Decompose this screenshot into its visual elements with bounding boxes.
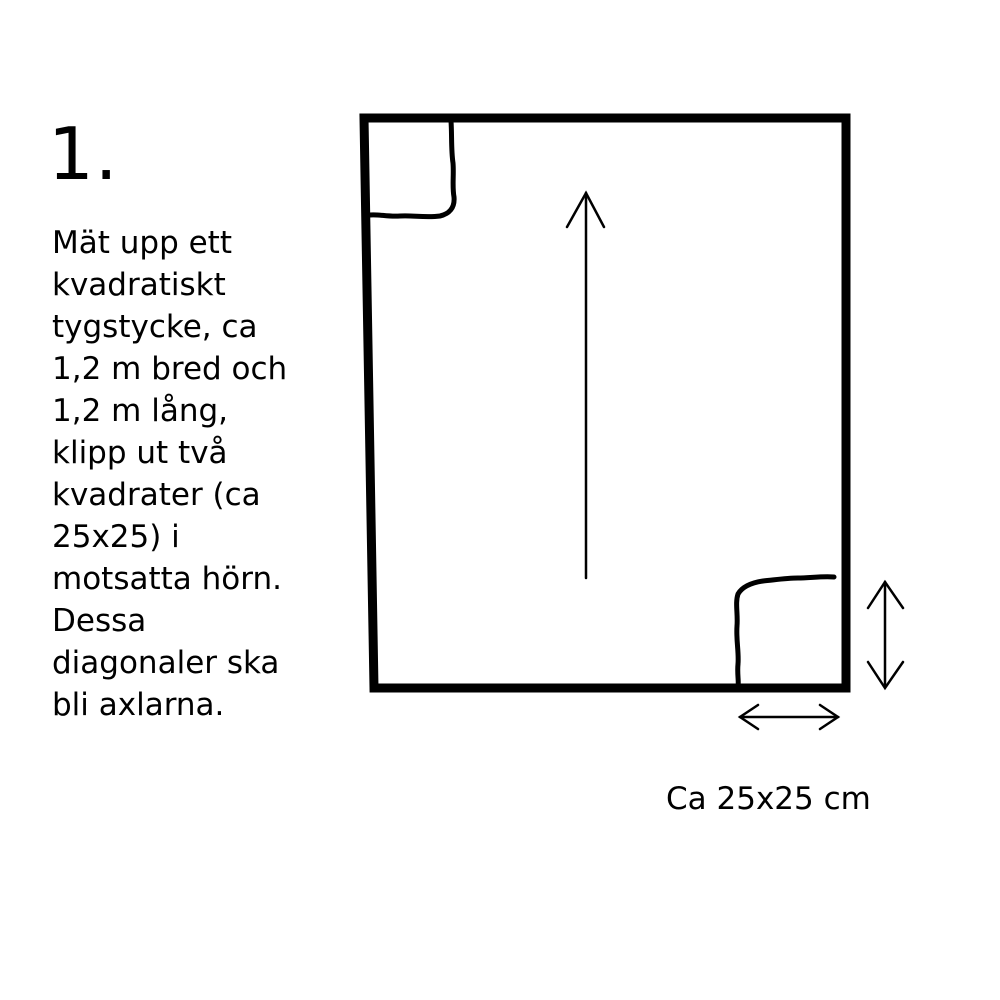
cut-corner-top-left (370, 121, 454, 217)
arrow-up-icon (567, 193, 604, 578)
dimension-label: Ca 25x25 cm (666, 781, 871, 817)
double-arrow-vertical-icon (868, 582, 903, 688)
double-arrow-horizontal-icon (740, 705, 838, 729)
cut-corner-bottom-right (737, 577, 834, 686)
instruction-text: Mät upp ett kvadratiskt tygstycke, ca 1,2 m bred och 1,2 m lång, klipp ut två kvadrater (ca 25x25) i motsatta hörn. Dessa diagonaler ska bli axlarna. (52, 225, 288, 723)
fabric-square (364, 118, 846, 688)
step-number: 1. (48, 112, 119, 196)
